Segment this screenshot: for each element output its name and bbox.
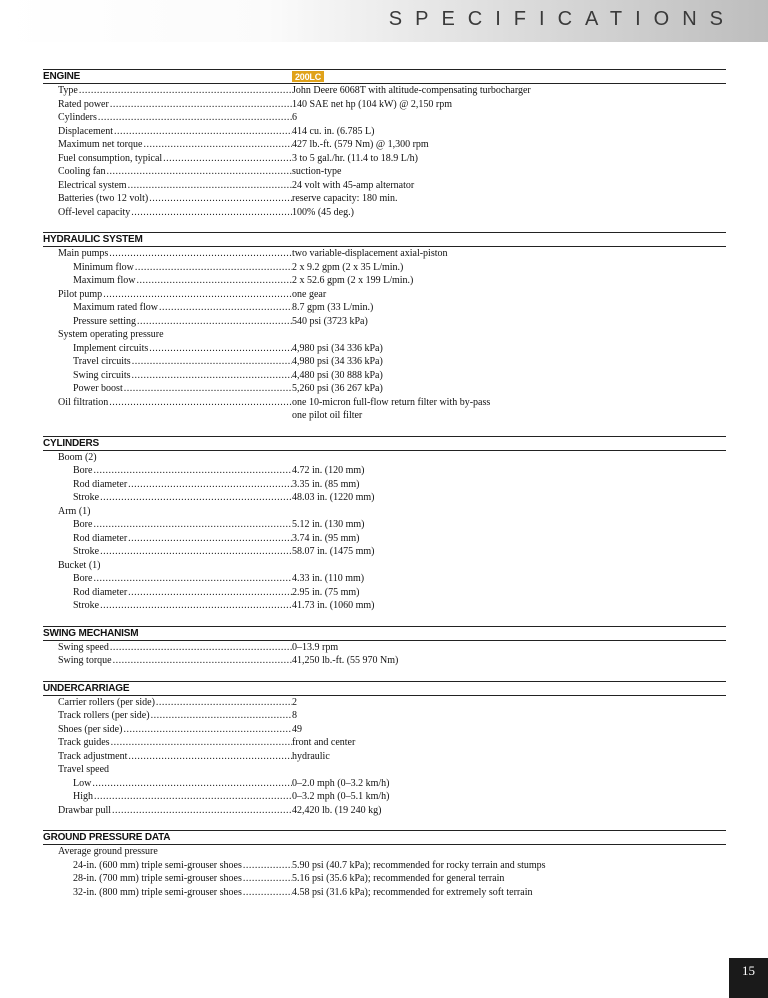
spec-label-text: Maximum rated flow xyxy=(73,302,158,313)
spec-label-text: Low xyxy=(73,777,92,789)
spec-row xyxy=(43,790,726,804)
section-heading xyxy=(43,681,726,696)
spec-row xyxy=(43,98,726,112)
spec-label-text: Bore xyxy=(73,519,93,530)
spec-label xyxy=(73,342,292,356)
spec-label-text xyxy=(58,410,59,421)
spec-row xyxy=(43,409,726,423)
spec-label-text: Stroke xyxy=(73,492,100,503)
spec-value: 41,250 lb.-ft. (55 970 Nm) xyxy=(292,655,399,666)
spec-row xyxy=(43,586,726,600)
spec-row xyxy=(43,872,726,886)
spec-row xyxy=(43,274,726,288)
spec-row xyxy=(43,464,726,478)
spec-value: 540 psi (3723 kPa) xyxy=(292,315,368,327)
section-heading xyxy=(43,830,726,845)
spec-label xyxy=(73,491,292,505)
spec-label-text: Rod diameter xyxy=(73,532,128,544)
spec-label-text: Maximum flow xyxy=(73,275,136,286)
spec-label-text: Carrier rollers (per side) xyxy=(58,696,155,708)
spec-value: 41.73 in. (1060 mm) xyxy=(292,600,375,611)
section-cylinders xyxy=(43,436,726,613)
spec-label-text: Power boost xyxy=(73,383,123,394)
spec-value: two variable-displacement axial-piston xyxy=(292,248,448,259)
spec-label xyxy=(73,545,292,559)
section-heading xyxy=(43,232,726,247)
spec-row xyxy=(43,451,726,465)
spec-row xyxy=(43,179,726,193)
spec-label-text: Cooling fan xyxy=(58,166,106,177)
spec-label xyxy=(58,845,292,859)
spec-value: 140 SAE net hp (104 kW) @ 2,150 rpm xyxy=(292,98,453,110)
spec-label-text: Main pumps xyxy=(58,248,109,259)
spec-label-text: Maximum net torque xyxy=(58,139,143,150)
spec-label xyxy=(58,138,292,152)
spec-label xyxy=(73,886,292,900)
section-title: HYDRAULIC SYSTEM xyxy=(43,234,143,245)
spec-value: hydraulic xyxy=(292,750,330,762)
model-tag xyxy=(292,71,726,82)
spec-value: 58.07 in. (1475 mm) xyxy=(292,546,375,557)
spec-label xyxy=(58,396,292,410)
spec-label xyxy=(58,736,292,750)
spec-label-text: Minimum flow xyxy=(73,261,134,273)
spec-row xyxy=(43,192,726,206)
spec-value: 49 xyxy=(292,723,302,735)
spec-row xyxy=(43,165,726,179)
spec-row xyxy=(43,859,726,873)
spec-value: 3.74 in. (95 mm) xyxy=(292,532,360,544)
spec-row xyxy=(43,396,726,410)
spec-label-text: Type xyxy=(58,85,78,96)
spec-label xyxy=(73,872,292,886)
spec-value: 2.95 in. (75 mm) xyxy=(292,586,360,598)
spec-label xyxy=(73,478,292,492)
spec-label xyxy=(73,274,292,288)
spec-row xyxy=(43,763,726,777)
spec-value: 4.33 in. (110 mm) xyxy=(292,573,365,584)
spec-row xyxy=(43,301,726,315)
spec-row xyxy=(43,491,726,505)
spec-label-text: Pressure setting xyxy=(73,315,137,327)
spec-row xyxy=(43,261,726,275)
spec-label-text: Rated power xyxy=(58,98,109,110)
spec-row xyxy=(43,750,726,764)
spec-label xyxy=(73,859,292,873)
section-title: GROUND PRESSURE DATA xyxy=(43,832,171,843)
spec-value: one gear xyxy=(292,288,327,300)
spec-value: suction-type xyxy=(292,166,342,177)
spec-label xyxy=(73,261,292,275)
spec-row xyxy=(43,247,726,261)
spec-row xyxy=(43,559,726,573)
spec-row xyxy=(43,478,726,492)
model-label: 200LC xyxy=(294,72,321,82)
spec-label xyxy=(73,315,292,329)
spec-label xyxy=(73,777,292,791)
spec-row xyxy=(43,328,726,342)
spec-label-text: Drawbar pull xyxy=(58,804,112,816)
spec-label xyxy=(58,165,292,179)
spec-value: one 10-micron full-flow return filter with by-pass xyxy=(292,396,491,408)
spec-label-text: Oil filtration xyxy=(58,396,109,408)
spec-label xyxy=(58,111,292,125)
spec-row xyxy=(43,777,726,791)
spec-label-text: 24-in. (600 mm) triple semi-grouser shoes xyxy=(73,859,242,871)
spec-label-text: Rod diameter xyxy=(73,586,128,598)
spec-label-text: Pilot pump xyxy=(58,288,103,300)
spec-value: 0–2.0 mph (0–3.2 km/h) xyxy=(292,777,390,789)
spec-value: 0–13.9 rpm xyxy=(292,641,339,653)
spec-label xyxy=(73,518,292,532)
spec-label xyxy=(58,654,292,668)
spec-label xyxy=(73,355,292,369)
spec-label xyxy=(58,409,292,423)
spec-row xyxy=(43,654,726,668)
spec-label xyxy=(73,369,292,383)
spec-label-text: Shoes (per side) xyxy=(58,723,123,735)
spec-label xyxy=(58,696,292,710)
section-hydraulic-system xyxy=(43,232,726,423)
spec-label-text: High xyxy=(73,791,93,802)
spec-row xyxy=(43,804,726,818)
spec-label xyxy=(58,288,292,302)
spec-row xyxy=(43,709,726,723)
page-title: SPECIFICATIONS xyxy=(388,8,736,30)
spec-label-text: Swing circuits xyxy=(73,369,131,381)
section-ground-pressure-data xyxy=(43,830,726,899)
spec-label-text: Bore xyxy=(73,465,93,476)
spec-value: 414 cu. in. (6.785 L) xyxy=(292,125,375,137)
spec-value: 4,980 psi (34 336 kPa) xyxy=(292,356,383,367)
spec-label xyxy=(58,641,292,655)
spec-label-text: Bucket (1) xyxy=(58,559,101,571)
spec-row xyxy=(43,518,726,532)
spec-row xyxy=(43,355,726,369)
spec-row xyxy=(43,572,726,586)
spec-value: 2 x 9.2 gpm (2 x 35 L/min.) xyxy=(292,261,404,273)
spec-row xyxy=(43,342,726,356)
spec-label-text: Rod diameter xyxy=(73,478,128,490)
spec-value: 5,260 psi (36 267 kPa) xyxy=(292,383,383,394)
spec-label xyxy=(58,247,292,261)
spec-label xyxy=(58,505,292,519)
spec-row xyxy=(43,138,726,152)
spec-label-text: Electrical system xyxy=(58,179,127,191)
spec-label-text: Bore xyxy=(73,573,93,584)
spec-value: 6 xyxy=(292,112,297,123)
section-title: CYLINDERS xyxy=(43,437,99,449)
spec-label xyxy=(58,192,292,206)
spec-label xyxy=(58,152,292,166)
spec-label-text: 28-in. (700 mm) triple semi-grouser shoes xyxy=(73,873,242,884)
spec-value: 2 xyxy=(292,696,297,708)
page-number: 15 xyxy=(729,958,768,998)
spec-value: 4.58 psi (31.6 kPa); recommended for extremely soft terrain xyxy=(292,886,533,898)
spec-value: 5.16 psi (35.6 kPa); recommended for general terrain xyxy=(292,873,505,884)
spec-label xyxy=(73,599,292,613)
section-undercarriage xyxy=(43,681,726,818)
spec-row xyxy=(43,641,726,655)
spec-row xyxy=(43,369,726,383)
spec-row xyxy=(43,886,726,900)
spec-value: 24 volt with 45-amp alternator xyxy=(292,179,415,191)
spec-label xyxy=(73,586,292,600)
spec-value: 5.90 psi (40.7 kPa); recommended for rocky terrain and stumps xyxy=(292,859,546,871)
section-heading xyxy=(43,69,726,84)
section-title: SWING MECHANISM xyxy=(43,627,139,639)
spec-row xyxy=(43,382,726,396)
spec-label xyxy=(58,804,292,818)
spec-label-text: Average ground pressure xyxy=(58,846,158,857)
spec-label xyxy=(58,206,292,220)
spec-row xyxy=(43,532,726,546)
spec-value: 48.03 in. (1220 mm) xyxy=(292,492,375,503)
spec-label xyxy=(58,179,292,193)
spec-label-text: Displacement xyxy=(58,125,113,137)
spec-label xyxy=(58,559,292,573)
spec-label-text: Implement circuits xyxy=(73,342,149,354)
spec-label-text: Arm (1) xyxy=(58,505,91,517)
spec-label-text: Stroke xyxy=(73,600,100,611)
section-heading xyxy=(43,436,726,451)
spec-label-text: Fuel consumption, typical xyxy=(58,152,163,164)
spec-row xyxy=(43,545,726,559)
spec-label xyxy=(58,750,292,764)
spec-row xyxy=(43,125,726,139)
spec-value: 0–3.2 mph (0–5.1 km/h) xyxy=(292,791,390,802)
spec-value: 5.12 in. (130 mm) xyxy=(292,519,365,530)
spec-label xyxy=(73,382,292,396)
spec-row xyxy=(43,84,726,98)
spec-label xyxy=(58,328,292,342)
spec-row xyxy=(43,505,726,519)
spec-value: 2 x 52.6 gpm (2 x 199 L/min.) xyxy=(292,275,414,286)
spec-row xyxy=(43,111,726,125)
spec-label-text: Travel circuits xyxy=(73,356,131,367)
spec-label xyxy=(58,98,292,112)
spec-label-text: Boom (2) xyxy=(58,451,97,463)
spec-label-text: Travel speed xyxy=(58,764,110,775)
spec-value: 4,980 psi (34 336 kPa) xyxy=(292,342,383,354)
spec-label xyxy=(58,451,292,465)
spec-label xyxy=(73,464,292,478)
spec-label-text: Track rollers (per side) xyxy=(58,710,150,721)
spec-row xyxy=(43,736,726,750)
spec-content xyxy=(43,69,726,912)
spec-label-text: System operating pressure xyxy=(58,329,164,340)
spec-row xyxy=(43,599,726,613)
spec-row xyxy=(43,845,726,859)
spec-label-text: Swing speed xyxy=(58,641,109,653)
section-engine xyxy=(43,69,726,219)
spec-row xyxy=(43,315,726,329)
spec-label-text: 32-in. (800 mm) triple semi-grouser shoes xyxy=(73,886,242,898)
spec-value: front and center xyxy=(292,737,356,748)
spec-label-text: Off-level capacity xyxy=(58,206,131,218)
spec-row xyxy=(43,723,726,737)
spec-value: 4.72 in. (120 mm) xyxy=(292,465,365,476)
spec-label-text: Swing torque xyxy=(58,655,112,666)
spec-label xyxy=(58,709,292,723)
spec-value: one pilot oil filter xyxy=(292,410,363,421)
spec-value: 42,420 lb. (19 240 kg) xyxy=(292,804,382,816)
spec-value: 427 lb.-ft. (579 Nm) @ 1,300 rpm xyxy=(292,139,429,150)
spec-value: 3 to 5 gal./hr. (11.4 to 18.9 L/h) xyxy=(292,152,419,164)
spec-value: 4,480 psi (30 888 kPa) xyxy=(292,369,383,381)
section-title: ENGINE xyxy=(43,71,81,82)
spec-value: 8.7 gpm (33 L/min.) xyxy=(292,302,374,313)
spec-label-text: Stroke xyxy=(73,546,100,557)
spec-label xyxy=(58,125,292,139)
spec-label xyxy=(73,572,292,586)
spec-value: reserve capacity: 180 min. xyxy=(292,193,398,204)
spec-label xyxy=(58,723,292,737)
spec-label xyxy=(58,763,292,777)
spec-label xyxy=(73,301,292,315)
spec-label-text: Cylinders xyxy=(58,112,97,123)
section-heading xyxy=(43,626,726,641)
header-band xyxy=(0,0,768,42)
section-title: UNDERCARRIAGE xyxy=(43,682,130,694)
spec-label xyxy=(73,790,292,804)
spec-label xyxy=(73,532,292,546)
spec-label-text: Batteries (two 12 volt) xyxy=(58,193,149,204)
spec-row xyxy=(43,696,726,710)
spec-row xyxy=(43,152,726,166)
spec-label-text: Track adjustment xyxy=(58,750,128,762)
spec-label-text: Track guides xyxy=(58,737,110,748)
spec-value: 8 xyxy=(292,710,297,721)
spec-value: John Deere 6068T with altitude-compensating turbocharger xyxy=(292,85,531,96)
spec-value: 3.35 in. (85 mm) xyxy=(292,478,360,490)
spec-label xyxy=(58,84,292,98)
spec-value: 100% (45 deg.) xyxy=(292,206,354,218)
spec-row xyxy=(43,288,726,302)
section-swing-mechanism xyxy=(43,626,726,668)
spec-row xyxy=(43,206,726,220)
